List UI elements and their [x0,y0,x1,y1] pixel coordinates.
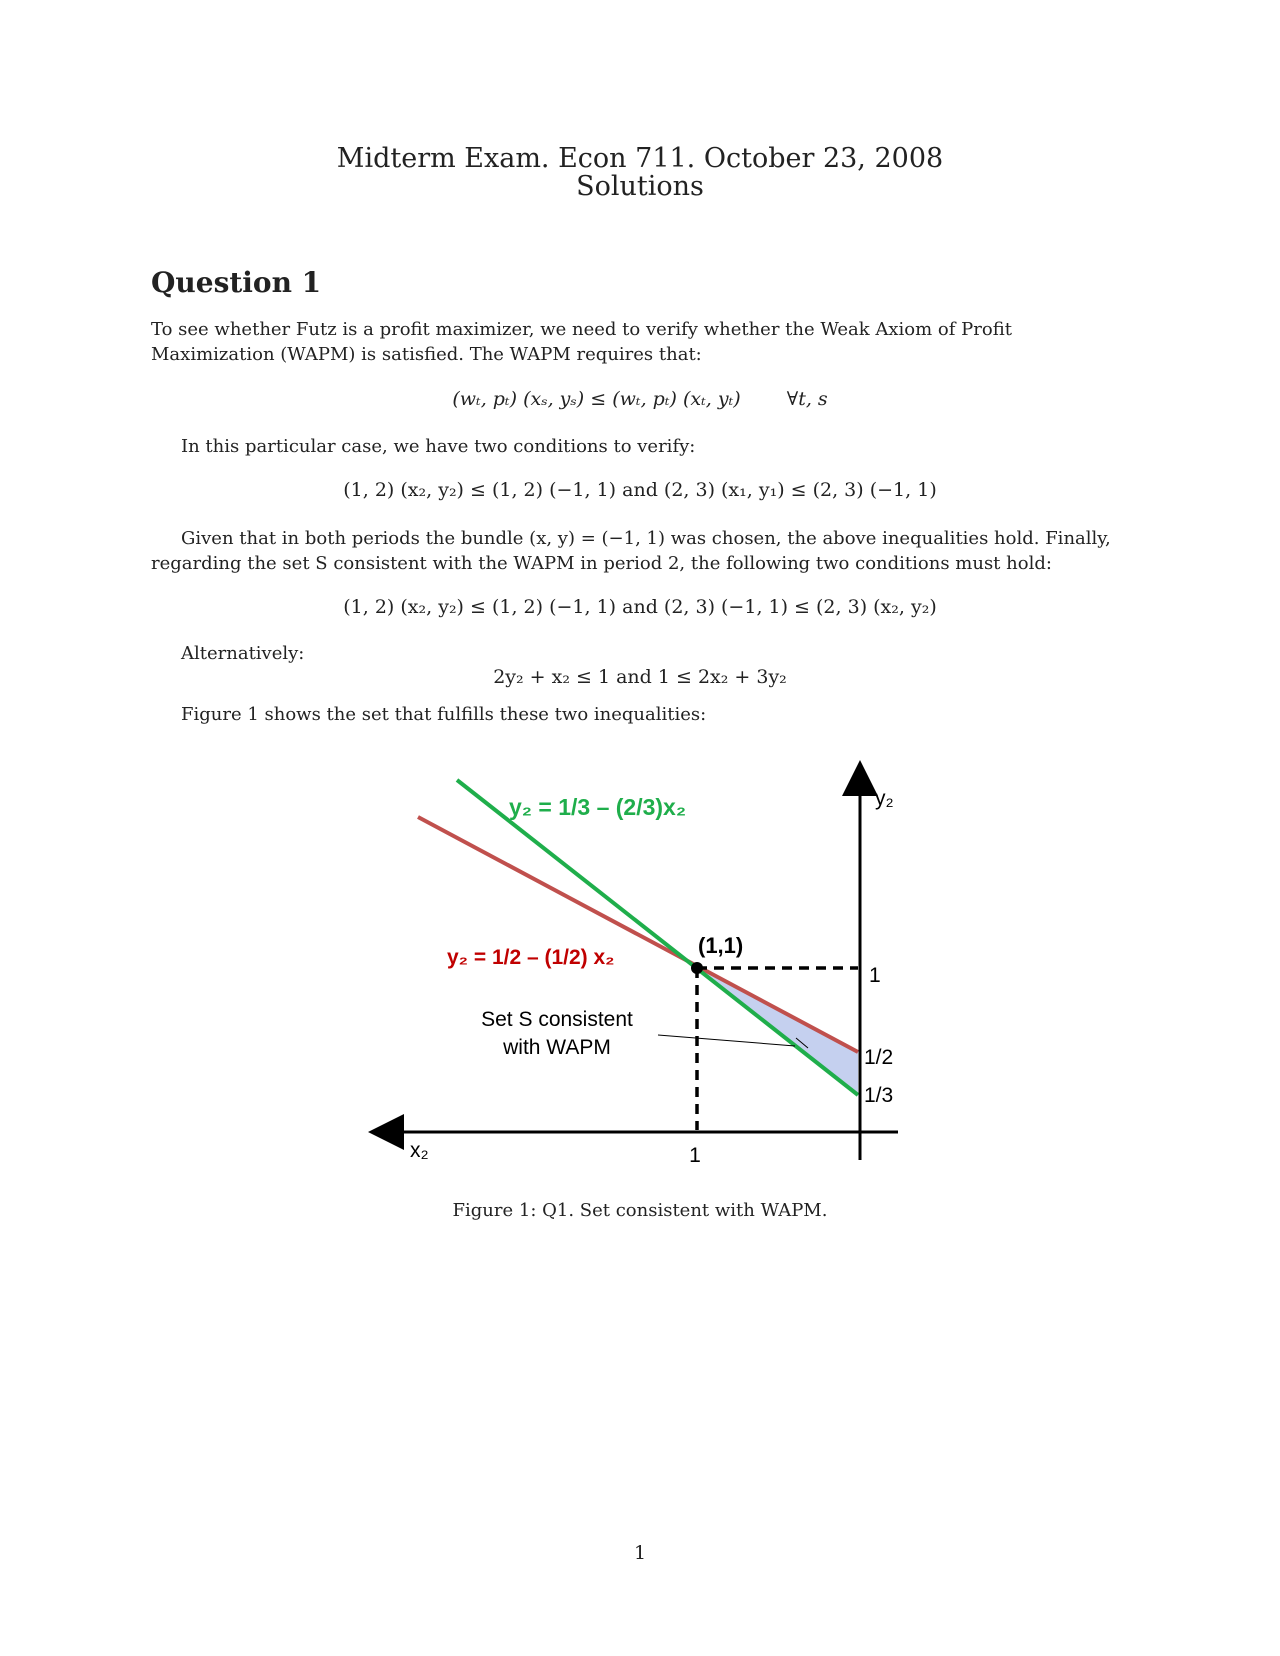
page-number: 1 [633,1542,647,1564]
alternative-equation: 2y₂ + x₂ ≤ 1 and 1 ≤ 2x₂ + 3y₂ [493,666,787,688]
given-paragraph: Given that in both periods the bundle (x, y) = (−1, 1) was chosen, the above inequalities hold. Finally, regarding the set S consistent with the WAPM in period 2, the following two conditions must hold: [151,528,1111,574]
section-heading: Question 1 [151,266,322,299]
title-line-2: Solutions [576,171,704,202]
y-axis-label: y₂ [875,787,894,810]
conditions-equation: (1, 2) (x₂, y₂) ≤ (1, 2) (−1, 1) and (2, 3) (x₁, y₁) ≤ (2, 3) (−1, 1) [343,479,937,501]
alternatively-label: Alternatively: [181,643,305,664]
y-tick-third: 1/3 [864,1084,894,1107]
set-s-label-line-1: Set S consistent [481,1008,633,1031]
figure-intro-text: Figure 1 shows the set that fulfills these two inequalities: [181,704,707,725]
wapm-quantifier: ∀t, s [786,388,828,410]
intro-paragraph: To see whether Futz is a profit maximizer, we need to verify whether the Weak Axiom of Profit Maximization (WAPM) is satisfied. The WAPM requires that: [151,319,1012,365]
green-line-label: y₂ = 1/3 – (2/3)x₂ [509,794,687,820]
point-1-1-marker [691,962,703,974]
set-equation: (1, 2) (x₂, y₂) ≤ (1, 2) (−1, 1) and (2, 3) (−1, 1) ≤ (2, 3) (x₂, y₂) [343,596,937,618]
y-tick-1: 1 [869,964,881,987]
point-label: (1,1) [698,933,744,958]
red-line-label: y₂ = 1/2 – (1/2) x₂ [447,946,615,969]
y-tick-half: 1/2 [864,1046,894,1069]
x-tick-1: 1 [689,1144,701,1167]
set-label-pointer [658,1035,795,1046]
wapm-inequality: (wₜ, pₜ) (xₛ, yₛ) ≤ (wₜ, pₜ) (xₜ, yₜ) [452,388,741,410]
case-paragraph: In this particular case, we have two conditions to verify: [181,436,696,457]
set-s-label-line-2: with WAPM [503,1036,611,1059]
title-line-1: Midterm Exam. Econ 711. October 23, 2008 [336,143,944,174]
x-axis-label: x₂ [410,1139,429,1162]
figure-caption: Figure 1: Q1. Set consistent with WAPM. [452,1200,828,1221]
